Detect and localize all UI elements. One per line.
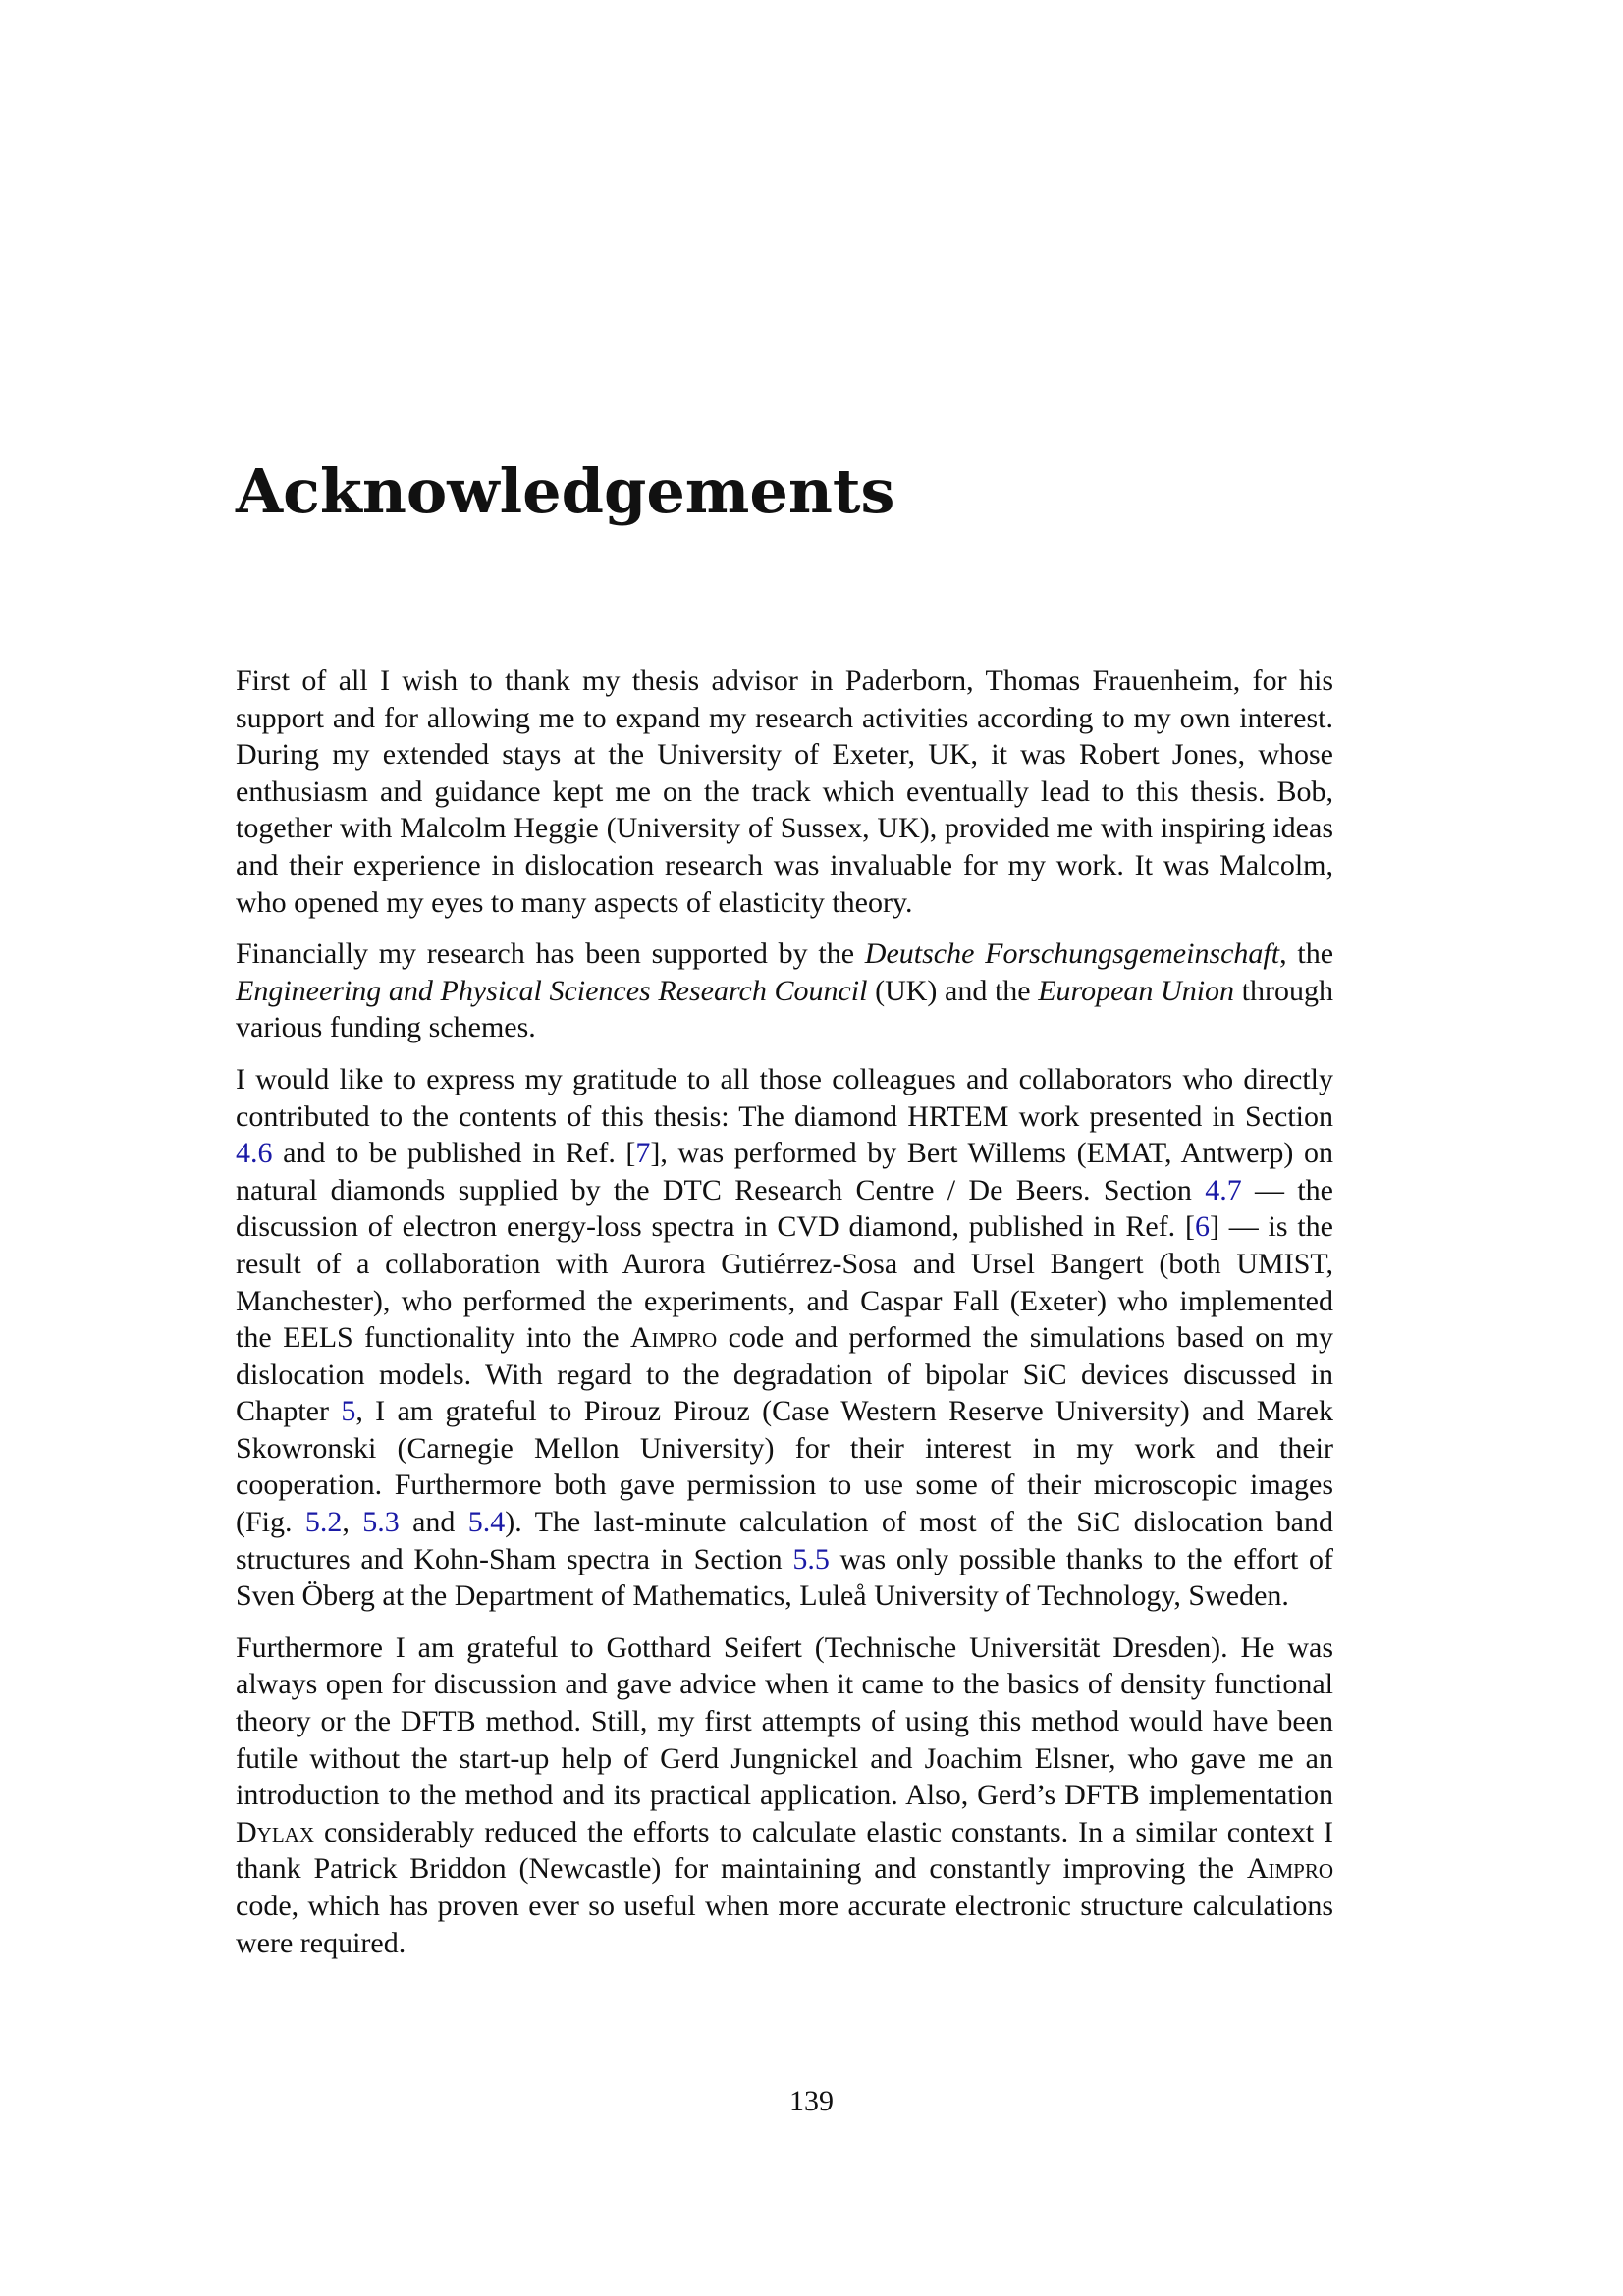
text-span: Financially my research has been supported by the (236, 937, 865, 971)
fig-5-3-link[interactable]: 5.3 (362, 1506, 400, 1539)
section-4-6-link[interactable]: 4.6 (236, 1137, 273, 1170)
dylax-name: Dylax (236, 1815, 314, 1848)
text-span: I would like to express my gratitude to all those colleagues and collaborators who directly contributed to the contents of this thesis: The diamond HRTEM work presented in Section (236, 1062, 1333, 1133)
funder-epsrc: Engineering and Physical Sciences Research Council (236, 974, 868, 1007)
section-4-7-link[interactable]: 4.7 (1205, 1173, 1242, 1206)
ref-7-link[interactable]: 7 (635, 1137, 651, 1170)
text-span: — the discussion of electron energy-loss spectra in CVD diamond, published in Ref. [ (236, 1173, 1333, 1244)
aimpro-name: Aimpro (630, 1321, 718, 1355)
ref-6-link[interactable]: 6 (1194, 1210, 1210, 1244)
text-span: ). The last-minute calculation of most of the SiC dislocation band structures and Kohn-Sham spectra in Section (236, 1506, 1333, 1575)
paragraph-collaborators (236, 1061, 1333, 1615)
section-5-5-link[interactable]: 5.5 (792, 1542, 830, 1575)
page-number: 139 (789, 2085, 834, 2117)
paragraph-funding (236, 935, 1333, 1046)
text-span: and (399, 1506, 468, 1539)
text-span: Furthermore I am grateful to Gotthard Seifert (Technische Universität Dresden). He was always open for discussion and gave advice when it came to the basics of density functional theory or the DFTB method. Still, my first attempts of using this method would have been futile without the start-up help of Gerd Jungnickel and Joachim Elsner, who gave me an introduction to the method and its practical application. Also, Gerd’s DFTB implementation (236, 1630, 1333, 1812)
text-span: , I am grateful to Pirouz Pirouz (Case Western Reserve University) and Marek Skowronski (Carnegie Mellon University) for their interest in my work and their cooperation. Furthermore both gave permission to use some of their microscopic images (Fig. (236, 1395, 1333, 1539)
text-span: code, which has proven ever so useful when more accurate electronic structure calculations were required. (236, 1890, 1333, 1959)
text-span: ], was performed by Bert Willems (EMAT, Antwerp) on natural diamonds supplied by the DTC Research Centre / De Beers. Section (236, 1137, 1333, 1206)
text-span: (UK) and the (867, 974, 1039, 1007)
text-span: was only possible thanks to the effort of Sven Öberg at the Department of Mathematics, Luleå University of Technology, Sweden. (236, 1542, 1333, 1613)
text-span: , (342, 1506, 363, 1539)
paragraph-text: First of all I wish to thank my thesis advisor in Paderborn, Thomas Frauenheim, for his support and for allowing me to expand my research activities according to my own interest. During my extended stays at the University of Exeter, UK, it was Robert Jones, whose enthusiasm and guidance kept me on the track which eventually lead to this thesis. Bob, together with Malcolm Heggie (University of Sussex, UK), provided me with inspiring ideas and their experience in dislocation research was invaluable for my work. It was Malcolm, who opened my eyes to many aspects of elasticity theory. (236, 665, 1333, 919)
page-title: Acknowledgements (236, 455, 895, 527)
fig-5-4-link[interactable]: 5.4 (467, 1506, 506, 1539)
text-span: and to be published in Ref. [ (272, 1137, 636, 1170)
body-text (236, 663, 1333, 1976)
text-span: , the (1279, 937, 1334, 971)
text-span: code and performed the simulations based on my dislocation models. With regard to the degradation of bipolar SiC devices discussed in Chapter (236, 1321, 1333, 1428)
paragraph-dftb (236, 1629, 1333, 1961)
fig-5-2-link[interactable]: 5.2 (304, 1506, 343, 1539)
aimpro-name: Aimpro (1246, 1852, 1333, 1886)
text-span: considerably reduced the efforts to calculate elastic constants. In a similar context I thank Patrick Briddon (Newcastle) for maintaining and constantly improving the (236, 1815, 1333, 1886)
text-span: ] — is the result of a collaboration with Aurora Gutiérrez-Sosa and Ursel Bangert (both UMIST, Manchester), who performed the experiments, and Caspar Fall (Exeter) who implemented the EELS functionality into the (236, 1210, 1333, 1355)
funder-dfg: Deutsche Forschungsgemeinschaft (864, 937, 1280, 971)
funder-eu: European Union (1038, 974, 1235, 1007)
paragraph-advisor (236, 663, 1333, 921)
chapter-5-link[interactable]: 5 (341, 1395, 356, 1428)
text-span: through various funding schemes. (236, 974, 1333, 1044)
